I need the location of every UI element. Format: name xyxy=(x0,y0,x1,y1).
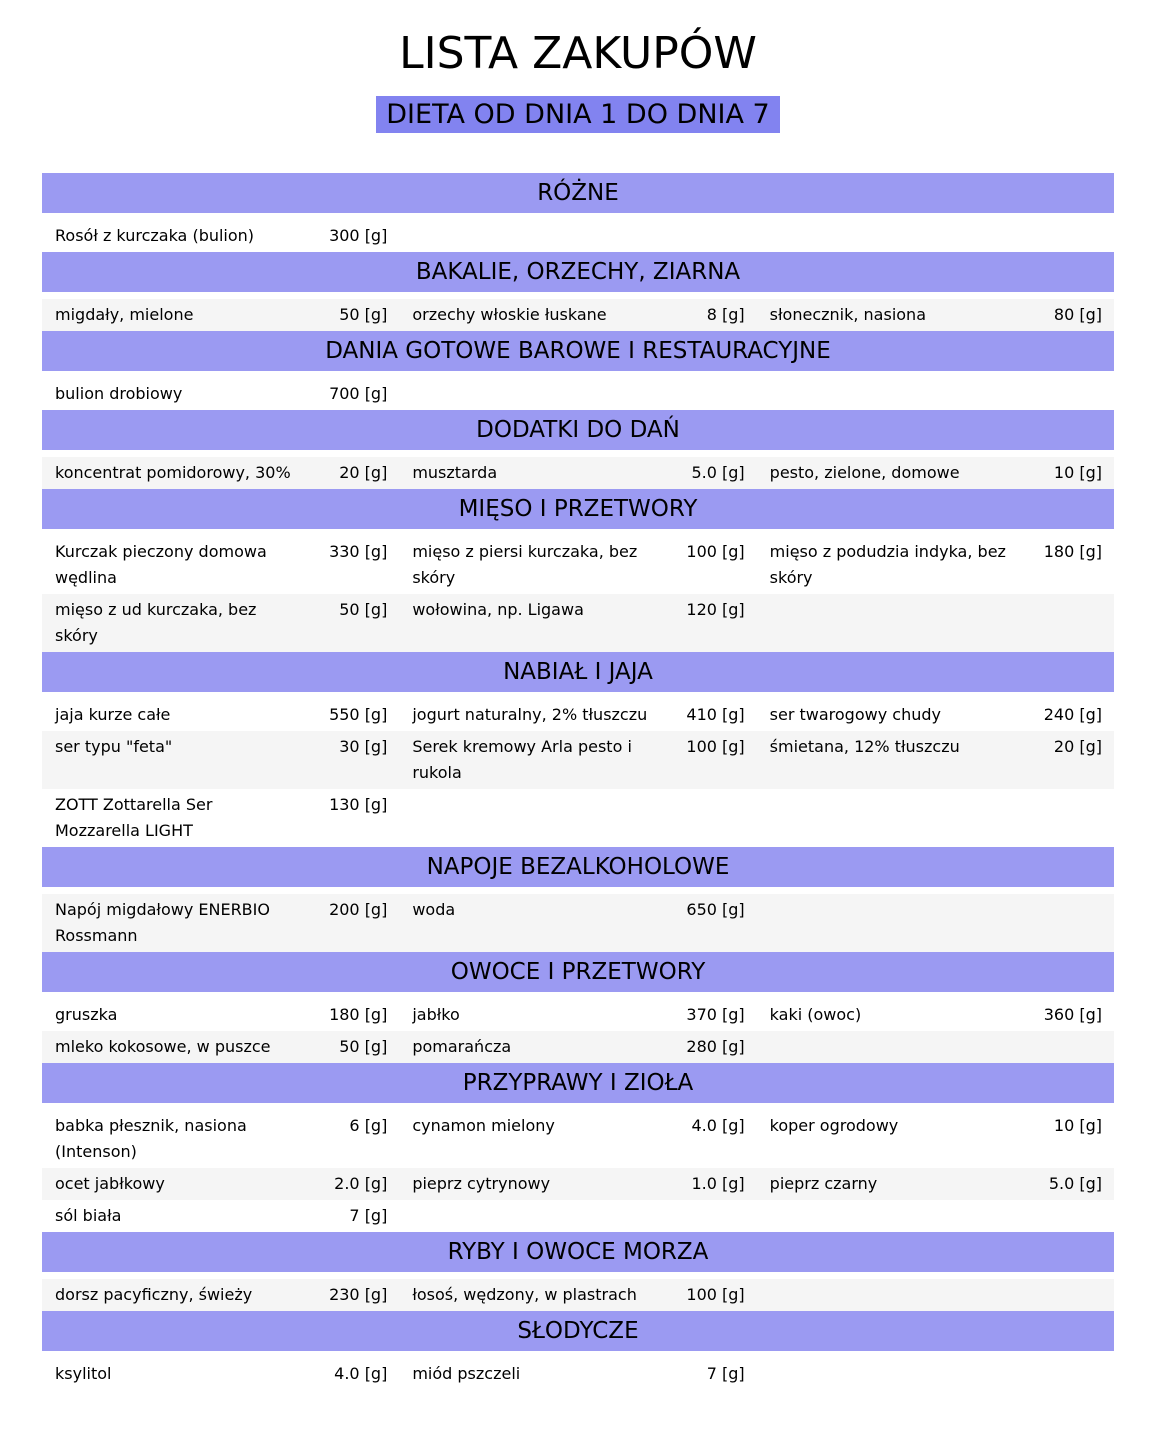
section-title: MIĘSO I PRZETWORY xyxy=(458,496,698,522)
section-title: RYBY I OWOCE MORZA xyxy=(447,1239,709,1265)
section-header xyxy=(42,489,1114,529)
item-cell xyxy=(399,789,756,847)
item-quantity: 1.0 [g] xyxy=(691,1174,745,1193)
item-cell xyxy=(757,536,1114,594)
item-cell xyxy=(399,1168,756,1200)
item-quantity: 410 [g] xyxy=(686,705,745,724)
item-row xyxy=(42,299,1114,331)
item-cell xyxy=(399,594,756,652)
section-header xyxy=(42,331,1114,371)
item-cell xyxy=(399,1358,756,1390)
item-quantity: 330 [g] xyxy=(329,542,388,561)
item-name: mięso z podudzia indyka, bez skóry xyxy=(769,542,1006,587)
item-quantity: 7 [g] xyxy=(706,1364,745,1383)
item-quantity: 8 [g] xyxy=(706,305,745,324)
item-quantity: 50 [g] xyxy=(339,600,388,619)
item-name: ksylitol xyxy=(55,1364,112,1383)
item-cell xyxy=(757,789,1114,847)
item-cell xyxy=(757,457,1114,489)
section-header xyxy=(42,173,1114,213)
item-row xyxy=(42,378,1114,410)
item-name: ZOTT Zottarella Ser Mozzarella LIGHT xyxy=(55,795,213,840)
item-quantity: 360 [g] xyxy=(1043,1005,1102,1024)
item-cell xyxy=(399,1110,756,1168)
item-row xyxy=(42,457,1114,489)
item-cell xyxy=(757,1110,1114,1168)
item-cell xyxy=(757,1031,1114,1063)
item-cell xyxy=(42,299,399,331)
item-quantity: 100 [g] xyxy=(686,542,745,561)
item-quantity: 10 [g] xyxy=(1053,1116,1102,1135)
item-cell xyxy=(399,378,756,410)
item-quantity: 100 [g] xyxy=(686,1285,745,1304)
item-name: Kurczak pieczony domowa wędlina xyxy=(55,542,267,587)
section-header xyxy=(42,410,1114,450)
item-cell xyxy=(42,1110,399,1168)
item-cell xyxy=(757,1279,1114,1311)
item-name: sól biała xyxy=(55,1206,122,1225)
section-title: PRZYPRAWY I ZIOŁA xyxy=(462,1070,694,1096)
item-name: Napój migdałowy ENERBIO Rossmann xyxy=(55,900,270,945)
shopping-list xyxy=(42,173,1114,1390)
item-name: mięso z ud kurczaka, bez skóry xyxy=(55,600,257,645)
item-cell xyxy=(42,1279,399,1311)
item-quantity: 130 [g] xyxy=(329,795,388,814)
item-row xyxy=(42,536,1114,594)
item-quantity: 100 [g] xyxy=(686,737,745,756)
item-quantity: 370 [g] xyxy=(686,1005,745,1024)
item-name: bulion drobiowy xyxy=(55,384,183,403)
item-row xyxy=(42,1279,1114,1311)
item-row xyxy=(42,594,1114,652)
item-cell xyxy=(399,299,756,331)
item-name: jogurt naturalny, 2% tłuszczu xyxy=(412,705,648,724)
section-header xyxy=(42,652,1114,692)
section-title: DODATKI DO DAŃ xyxy=(476,417,680,443)
section-title: SŁODYCZE xyxy=(517,1318,639,1344)
item-name: migdały, mielone xyxy=(55,305,194,324)
item-cell xyxy=(399,1200,756,1232)
item-name: orzechy włoskie łuskane xyxy=(412,305,607,324)
item-quantity: 4.0 [g] xyxy=(334,1364,388,1383)
item-name: koncentrat pomidorowy, 30% xyxy=(55,463,291,482)
item-cell xyxy=(757,1358,1114,1390)
item-cell xyxy=(42,699,399,731)
item-row xyxy=(42,699,1114,731)
item-cell xyxy=(757,699,1114,731)
item-name: mięso z piersi kurczaka, bez skóry xyxy=(412,542,638,587)
item-cell xyxy=(399,1031,756,1063)
item-cell xyxy=(42,536,399,594)
item-name: jaja kurze całe xyxy=(55,705,171,724)
item-cell xyxy=(42,1168,399,1200)
item-name: miód pszczeli xyxy=(412,1364,521,1383)
item-cell xyxy=(42,731,399,789)
section-header xyxy=(42,847,1114,887)
item-name: Serek kremowy Arla pesto i rukola xyxy=(412,737,632,782)
item-cell xyxy=(757,731,1114,789)
item-quantity: 240 [g] xyxy=(1043,705,1102,724)
item-quantity: 280 [g] xyxy=(686,1037,745,1056)
item-name: wołowina, np. Ligawa xyxy=(412,600,584,619)
page-subtitle: DIETA OD DNIA 1 DO DNIA 7 xyxy=(376,96,779,133)
item-cell xyxy=(42,789,399,847)
item-quantity: 30 [g] xyxy=(339,737,388,756)
item-name: łosoś, wędzony, w plastrach xyxy=(412,1285,637,1304)
item-quantity: 300 [g] xyxy=(329,226,388,245)
item-cell xyxy=(399,220,756,252)
item-quantity: 10 [g] xyxy=(1053,463,1102,482)
section-header xyxy=(42,952,1114,992)
item-row xyxy=(42,1110,1114,1168)
item-cell xyxy=(757,378,1114,410)
section-title: RÓŻNE xyxy=(537,180,619,206)
item-cell xyxy=(757,999,1114,1031)
item-name: musztarda xyxy=(412,463,498,482)
item-cell xyxy=(42,1200,399,1232)
item-row xyxy=(42,894,1114,952)
item-cell xyxy=(757,1200,1114,1232)
item-name: gruszka xyxy=(55,1005,118,1024)
item-quantity: 700 [g] xyxy=(329,384,388,403)
item-name: koper ogrodowy xyxy=(769,1116,899,1135)
item-cell xyxy=(399,457,756,489)
item-quantity: 4.0 [g] xyxy=(691,1116,745,1135)
item-cell xyxy=(42,594,399,652)
item-row xyxy=(42,1358,1114,1390)
item-cell xyxy=(757,1168,1114,1200)
item-cell xyxy=(399,731,756,789)
item-name: pieprz czarny xyxy=(769,1174,878,1193)
item-cell xyxy=(42,1031,399,1063)
item-quantity: 120 [g] xyxy=(686,600,745,619)
item-quantity: 5.0 [g] xyxy=(691,463,745,482)
item-quantity: 80 [g] xyxy=(1053,305,1102,324)
item-row xyxy=(42,999,1114,1031)
item-quantity: 180 [g] xyxy=(1043,542,1102,561)
item-cell xyxy=(42,220,399,252)
item-name: babka płesznik, nasiona (Intenson) xyxy=(55,1116,247,1161)
item-name: śmietana, 12% tłuszczu xyxy=(769,737,960,756)
item-quantity: 5.0 [g] xyxy=(1048,1174,1102,1193)
section-title: BAKALIE, ORZECHY, ZIARNA xyxy=(415,259,741,285)
item-cell xyxy=(399,699,756,731)
item-cell xyxy=(399,1279,756,1311)
item-name: cynamon mielony xyxy=(412,1116,555,1135)
section-title: OWOCE I PRZETWORY xyxy=(450,959,706,985)
item-cell xyxy=(399,536,756,594)
item-row xyxy=(42,731,1114,789)
item-cell xyxy=(42,999,399,1031)
item-name: ocet jabłkowy xyxy=(55,1174,165,1193)
item-cell xyxy=(399,894,756,952)
item-cell xyxy=(42,1358,399,1390)
item-cell xyxy=(757,894,1114,952)
item-name: woda xyxy=(412,900,456,919)
item-cell xyxy=(42,378,399,410)
page-title: LISTA ZAKUPÓW xyxy=(399,28,757,79)
item-name: kaki (owoc) xyxy=(769,1005,862,1024)
item-row xyxy=(42,1200,1114,1232)
item-name: ser twarogowy chudy xyxy=(769,705,941,724)
item-row xyxy=(42,1168,1114,1200)
section-header xyxy=(42,1232,1114,1272)
item-name: pieprz cytrynowy xyxy=(412,1174,551,1193)
item-quantity: 20 [g] xyxy=(1053,737,1102,756)
item-name: ser typu "feta" xyxy=(55,737,173,756)
item-cell xyxy=(42,894,399,952)
item-quantity: 2.0 [g] xyxy=(334,1174,388,1193)
item-quantity: 650 [g] xyxy=(686,900,745,919)
item-name: pomarańcza xyxy=(412,1037,512,1056)
item-name: dorsz pacyficzny, świeży xyxy=(55,1285,253,1304)
item-quantity: 200 [g] xyxy=(329,900,388,919)
item-cell xyxy=(757,220,1114,252)
item-quantity: 50 [g] xyxy=(339,305,388,324)
item-name: słonecznik, nasiona xyxy=(769,305,926,324)
item-name: pesto, zielone, domowe xyxy=(769,463,960,482)
item-row xyxy=(42,1031,1114,1063)
section-title: DANIA GOTOWE BAROWE I RESTAURACYJNE xyxy=(325,338,831,364)
item-quantity: 50 [g] xyxy=(339,1037,388,1056)
item-quantity: 180 [g] xyxy=(329,1005,388,1024)
item-quantity: 20 [g] xyxy=(339,463,388,482)
item-cell xyxy=(42,457,399,489)
item-quantity: 6 [g] xyxy=(349,1116,388,1135)
item-quantity: 7 [g] xyxy=(349,1206,388,1225)
section-title: NAPOJE BEZALKOHOLOWE xyxy=(426,854,730,880)
section-header xyxy=(42,1311,1114,1351)
item-cell xyxy=(757,594,1114,652)
item-row xyxy=(42,220,1114,252)
section-header xyxy=(42,252,1114,292)
item-name: jabłko xyxy=(412,1005,460,1024)
item-cell xyxy=(757,299,1114,331)
item-quantity: 230 [g] xyxy=(329,1285,388,1304)
item-cell xyxy=(399,999,756,1031)
section-header xyxy=(42,1063,1114,1103)
item-row xyxy=(42,789,1114,847)
section-title: NABIAŁ I JAJA xyxy=(503,659,653,685)
subtitle-row xyxy=(0,96,1156,133)
item-name: Rosół z kurczaka (bulion) xyxy=(55,226,255,245)
item-quantity: 550 [g] xyxy=(329,705,388,724)
item-name: mleko kokosowe, w puszce xyxy=(55,1037,271,1056)
